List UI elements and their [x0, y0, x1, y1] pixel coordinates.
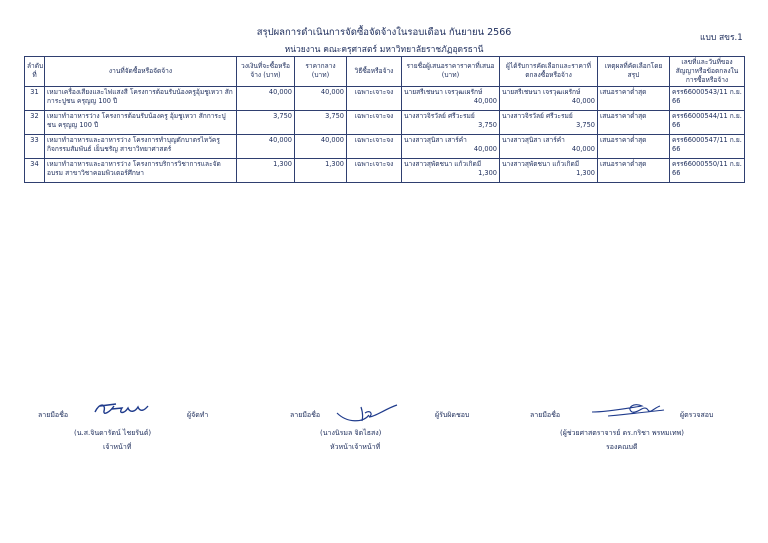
header-reason: เหตุผลที่คัดเลือกโดยสรุป	[598, 57, 670, 87]
header-bidders: รายชื่อผู้เสนอราคาราคาที่เสนอ (บาท)	[402, 57, 500, 87]
selected-name: นางสาวสุนิสา เสาร์คำ	[502, 135, 565, 144]
bidder-price: 40,000	[473, 96, 497, 105]
row-method: เฉพาะเจาะจง	[347, 86, 402, 110]
row-method: เฉพาะเจาะจง	[347, 134, 402, 158]
bidder-name: นางสาวสุพัตชนา แก้วเกิดมี	[404, 159, 482, 168]
row-reason: เสนอราคาต่ำสุด	[598, 86, 670, 110]
sig3-position: รองคณบดี	[606, 443, 638, 451]
row-median: 40,000	[295, 134, 347, 158]
sig2-name: (นางนิรมล จิตไธสง)	[320, 429, 382, 437]
row-no: 32	[25, 110, 45, 134]
selected-price: 1,300	[576, 168, 595, 177]
row-item: เหมาทำอาหารและอาหารว่าง โครงการบริการวิชาการและจัดอบรม สาขาวิชาคอมพิวเตอร์ศึกษา	[45, 158, 237, 182]
row-selected	[500, 110, 598, 134]
row-median: 1,300	[295, 158, 347, 182]
signature-3-mark	[588, 398, 668, 420]
sig2-prefix: ลายมือชื่อ	[290, 411, 321, 419]
table-header-row	[25, 57, 745, 87]
bidder-name: นางสาวจิรวัลย์ ศรีวะรมย์	[404, 111, 475, 120]
procurement-table	[24, 56, 745, 183]
sig2-role: ผู้รับผิดชอบ	[435, 411, 470, 419]
bidder-price: 40,000	[473, 144, 497, 153]
row-bidder	[402, 158, 500, 182]
bidder-price: 3,750	[478, 120, 497, 129]
table-row	[25, 134, 745, 158]
header-no: ลำดับที่	[25, 57, 45, 87]
row-item: เหมาทำอาหารว่าง โครงการต้อนรับน้องครู อุ้มชูเหวา สักการะปูชน ครุญญ 100 ปี	[45, 110, 237, 134]
bidder-name: นางสาวสุนิสา เสาร์คำ	[404, 135, 467, 144]
sig3-prefix: ลายมือชื่อ	[530, 411, 561, 419]
row-reason: เสนอราคาต่ำสุด	[598, 134, 670, 158]
row-contract: ครร66000544/11 ก.ย. 66	[670, 110, 745, 134]
row-budget: 3,750	[237, 110, 295, 134]
header-item: งานที่จัดซื้อหรือจัดจ้าง	[45, 57, 237, 87]
selected-price: 3,750	[576, 120, 595, 129]
row-method: เฉพาะเจาะจง	[347, 158, 402, 182]
header-method: วิธีซื้อหรือจ้าง	[347, 57, 402, 87]
row-selected	[500, 158, 598, 182]
header-contract: เลขที่และวันที่ของสัญญาหรือข้อตกลงในการซื้อหรือจ้าง	[670, 57, 745, 87]
signature-2-mark	[333, 403, 403, 425]
row-bidder	[402, 134, 500, 158]
page-subtitle: หน่วยงาน คณะครุศาสตร์ มหาวิทยาลัยราชภัฏอุดรธานี	[284, 45, 484, 55]
row-median: 40,000	[295, 86, 347, 110]
selected-name: นายสรีเชษนา เจรวุฒเผรักษ์	[502, 87, 581, 96]
row-contract: ครร66000543/11 ก.ย. 66	[670, 86, 745, 110]
row-contract: ครร66000547/11 ก.ย. 66	[670, 134, 745, 158]
signature-1-mark	[92, 400, 154, 420]
row-reason: เสนอราคาต่ำสุด	[598, 110, 670, 134]
table-row	[25, 158, 745, 182]
table-row	[25, 86, 745, 110]
form-code: แบบ สขร.1	[700, 33, 743, 43]
row-selected	[500, 86, 598, 110]
sig3-name: (ผู้ช่วยศาสตราจารย์ ดร.กริชา พรหมเทพ)	[560, 429, 685, 437]
selected-name: นางสาวสุพัตชนา แก้วเกิดมี	[502, 159, 580, 168]
row-contract: ครร66000550/11 ก.ย. 66	[670, 158, 745, 182]
table-row	[25, 110, 745, 134]
sig3-role: ผู้ตรวจสอบ	[680, 411, 714, 419]
sig1-name: (น.ส.จินดารัตน์ ไชยรันต์)	[74, 429, 152, 437]
header-median: ราคากลาง (บาท)	[295, 57, 347, 87]
row-bidder	[402, 86, 500, 110]
row-item: เหมาทำอาหารและอาหารว่าง โครงการทำบุญตักบาตรไหว้ครู กิจกรรมสัมพันธ์ เย็นชรัญ สาขาวิทยาศาสตร์	[45, 134, 237, 158]
selected-price: 40,000	[571, 96, 595, 105]
row-no: 31	[25, 86, 45, 110]
row-budget: 40,000	[237, 86, 295, 110]
header-selected: ผู้ได้รับการคัดเลือกและราคาที่ตกลงซื้อหรือจ้าง	[500, 57, 598, 87]
page-title: สรุปผลการดำเนินการจัดซื้อจัดจ้างในรอบเดือน กันยายน 2566	[256, 27, 512, 38]
row-bidder	[402, 110, 500, 134]
row-selected	[500, 134, 598, 158]
row-item: เหมาเครื่องเสียงและไฟแสงสี โครงการต้อนรับน้องครูอุ้มชูเหวา สักการะปูชน ครุญญ 100 ปี	[45, 86, 237, 110]
sig2-position: หัวหน้าเจ้าหน้าที่	[330, 443, 381, 451]
row-method: เฉพาะเจาะจง	[347, 110, 402, 134]
row-median: 3,750	[295, 110, 347, 134]
row-budget: 1,300	[237, 158, 295, 182]
selected-price: 40,000	[571, 144, 595, 153]
sig1-role: ผู้จัดทำ	[187, 411, 209, 419]
row-budget: 40,000	[237, 134, 295, 158]
header-budget: วงเงินที่จะซื้อหรือจ้าง (บาท)	[237, 57, 295, 87]
sig1-prefix: ลายมือชื่อ	[38, 411, 69, 419]
row-no: 33	[25, 134, 45, 158]
bidder-price: 1,300	[478, 168, 497, 177]
row-no: 34	[25, 158, 45, 182]
selected-name: นางสาวจิรวัลย์ ศรีวะรมย์	[502, 111, 573, 120]
sig1-position: เจ้าหน้าที่	[103, 443, 132, 451]
bidder-name: นายสรีเชษนา เจรวุฒเผรักษ์	[404, 87, 483, 96]
row-reason: เสนอราคาต่ำสุด	[598, 158, 670, 182]
